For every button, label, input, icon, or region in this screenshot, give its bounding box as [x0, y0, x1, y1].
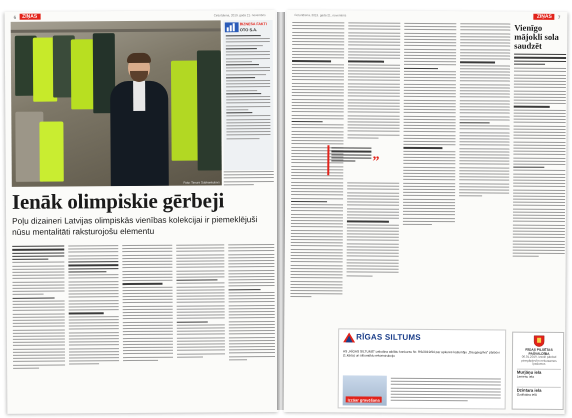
page-header: [534, 14, 564, 20]
photo-credit: Foto: Timurs Subhankulovs: [183, 180, 220, 185]
notice-item: [517, 387, 561, 398]
photo-caption: [224, 171, 274, 187]
jacket: [39, 121, 63, 181]
header-date: Ceturtdiena, 2019. gada 21. novembris: [294, 13, 347, 18]
notice-item: [517, 369, 561, 380]
sidebar-title: OTO S.A.: [239, 27, 258, 33]
pull-quote: [327, 145, 385, 179]
notice-item-label: Murjāņu iela: [516, 369, 542, 375]
business-facts-box: [223, 20, 274, 170]
side-article: [513, 24, 567, 260]
left-page: [5, 10, 279, 414]
notice-item-desc: Ozolkalna ielā: [516, 392, 537, 397]
article-lede: Poļu dizaineri Latvijas olimpiskās vienības kolekcijai ir piemeklējuši nūsu mentalitāti raksturojošu elementu: [12, 214, 258, 237]
body-column-5: [228, 244, 275, 362]
body-column-2: [347, 22, 400, 140]
side-lede: [514, 54, 566, 66]
page-header: [11, 14, 41, 20]
right-page: [284, 10, 568, 414]
body-column-2b: [347, 182, 400, 278]
notice-item-label: Dzintara iela: [516, 387, 542, 393]
notice-subtitle: 06.01.2019. izsolē pārdod pirmpārdevīm nekustamos īpašumus: [521, 354, 557, 367]
header-date: Ceturtdiena, 2019. gada 21. novembris: [213, 13, 266, 18]
page-number: 7: [557, 14, 561, 20]
rigas-siltums-logo-icon: [343, 332, 355, 342]
body-column-1: [12, 245, 65, 370]
ad-brand: RĪGAS SILTUMS: [356, 332, 421, 342]
article-photo: [11, 20, 222, 186]
quote-mark-icon: ”: [372, 154, 380, 170]
page-header-date: [210, 12, 270, 18]
ad-body-text: [391, 378, 501, 404]
sidebar-text: [226, 35, 271, 141]
body-column-2: [68, 245, 119, 367]
riga-coat-of-arms-icon: [533, 335, 545, 347]
notice-title: RĪGAS PILSĒTAS PAŠVALDĪBA: [525, 347, 553, 356]
side-headline: Vienīgo mājokli sola saudzēt: [514, 22, 559, 51]
rigas-siltums-ad: [338, 328, 507, 409]
section-tag: ZIŅAS: [534, 14, 555, 20]
article-headline: Ienāk olimpiskie gērbeji: [11, 188, 225, 214]
photo-person: [106, 55, 173, 186]
business-facts-icon: [225, 22, 239, 32]
riga-municipality-notice: [512, 332, 565, 410]
body-column-3: [403, 23, 456, 228]
jacket: [197, 50, 222, 170]
sidebar-heading: BIZNESA FAKTI: [239, 22, 267, 27]
page-number: 6: [13, 14, 17, 20]
body-column-4: [459, 23, 510, 199]
page-header-date: [290, 12, 350, 18]
ad-image-tag: Izzāar gravēšana: [346, 396, 382, 402]
body-column-4: [176, 244, 225, 359]
ad-image: [343, 375, 387, 405]
body-column-3: [122, 245, 173, 363]
clothing-rack: [11, 28, 221, 32]
section-tag: ZIŅAS: [19, 14, 40, 20]
ad-text: AS „RĪGAS SILTUMS" izsludina atklātu konkursu Nr. RS/2019/94 par apkures katlumāju „Daugavgrīva" pārbūvi (1.kārta) un siltumtīklu rekonstrukciju: [342, 349, 500, 358]
side-article-text: [513, 68, 566, 258]
notice-item-desc: Lemesu iela: [516, 374, 535, 379]
